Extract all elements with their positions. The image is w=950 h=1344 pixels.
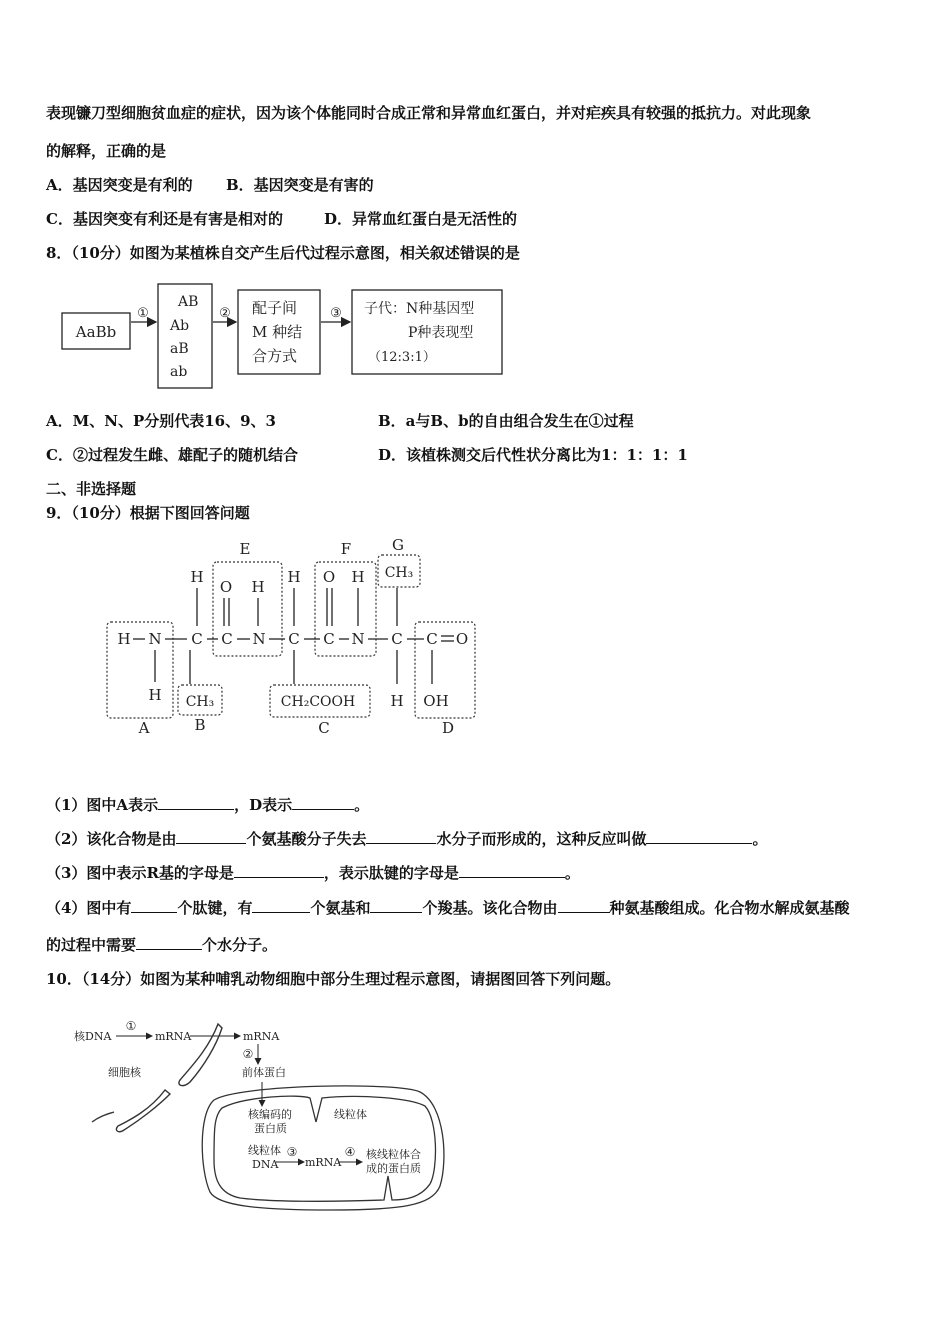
precursor-protein-label: 前体蛋白 [242,1066,286,1079]
atom-h: H [287,568,301,586]
offspring-text-2: P种表现型 [408,325,474,341]
q9-sub4: （4）图中有 个肽键，有 个氨基和 个羧基。该化合物由 种氨基酸组成。化合物水解成氨基酸 [46,899,850,917]
group-ch2cooh: CH₂COOH [280,694,356,710]
q8-option-a: A．M、N、P分别代表16、9、3 [46,412,276,430]
q7-option-c: C．基因突变有利还是有害是相对的 [46,210,283,228]
answer-blank-r-group[interactable] [234,863,324,878]
atom-c: C [426,630,438,648]
q9-sub3: （3）图中表示R基的字母是 ，表示肽键的字母是 。 [46,864,580,882]
answer-blank-peptide-bond[interactable] [459,863,565,878]
mrna-cytoplasm-label: mRNA [243,1030,280,1043]
group-ch3-g: CH₃ [384,565,414,581]
nuclear-encoded-label-1: 核编码的 [248,1108,292,1121]
offspring-text-1: 子代：N种基因型 [364,301,475,317]
atom-n: N [148,630,162,648]
atom-c: C [288,630,300,648]
q8-cross-diagram [0,280,950,400]
q8-option-b: B．a与B、b的自由组合发生在①过程 [378,412,634,430]
q10-stem: 10．（14分）如图为某种哺乳动物细胞中部分生理过程示意图，请据图回答下列问题。 [46,970,621,988]
nuclear-envelope-tail [92,1112,114,1122]
section-2-heading: 二、非选择题 [46,480,137,498]
q9-sub2: （2）该化合物是由 个氨基酸分子失去 水分子而形成的，这种反应叫做 。 [46,830,768,848]
nuclear-dna-label: 核DNA [74,1030,112,1043]
answer-blank-amino[interactable] [252,898,310,913]
atom-n: N [351,630,365,648]
atom-o: O [322,568,336,586]
step-1-label: ① [137,306,149,321]
atom-c: C [391,630,403,648]
label-e: E [239,540,251,558]
step-4-label: ④ [344,1145,356,1159]
atom-h: H [148,686,162,704]
mito-dna-label-1: 线粒体 [248,1144,281,1157]
answer-blank-bonds[interactable] [131,898,177,913]
label-f: F [340,540,352,558]
q8-option-c: C．②过程发生雌、雄配子的随机结合 [46,446,298,464]
step-3-label: ③ [286,1145,298,1159]
atom-h: H [251,578,265,596]
answer-blank-reaction[interactable] [646,829,752,844]
mito-mrna-label: mRNA [305,1156,342,1169]
gamete-2: Ab [170,318,190,334]
q7-option-d: D．异常血红蛋白是无活性的 [324,210,518,228]
nuclear-encoded-label-2: 蛋白质 [254,1122,287,1135]
atom-h: H [351,568,365,586]
atom-c: C [191,630,203,648]
label-g: G [392,536,404,554]
group-ch3-b: CH₃ [185,694,215,710]
q9-sub1: （1）图中A表示 ，D表示 。 [46,796,370,814]
label-c: C [318,719,330,737]
atom-o: O [455,630,469,648]
q7-stem-line2: 的解释，正确的是 [46,142,167,160]
combination-text-2: M 种结 [252,323,303,341]
answer-blank-kinds[interactable] [558,898,610,913]
q9-peptide-diagram [0,530,950,760]
q8-stem: 8．（10分）如图为某植株自交产生后代过程示意图，相关叙述错误的是 [46,244,520,262]
nuclear-envelope-lower [116,1090,170,1132]
q9-sub4-cont: 的过程中需要 个水分子。 [46,936,278,954]
atom-o: O [219,578,233,596]
atom-h: H [190,568,204,586]
mito-dna-label-2: DNA [252,1158,279,1171]
mito-product-label-1: 核线粒体合 [366,1148,421,1161]
step-3-label: ③ [330,306,342,321]
q7-stem-line1: 表现镰刀型细胞贫血症的症状，因为该个体能同时合成正常和异常血红蛋白，并对疟疾具有较强的抵抗力。对此现象 [46,104,812,122]
atom-n: N [252,630,266,648]
answer-blank-d[interactable] [292,795,354,810]
answer-blank-carboxyl[interactable] [370,898,422,913]
step-1-label: ① [125,1019,137,1033]
atom-c: C [221,630,233,648]
combination-text-1: 配子间 [252,299,298,317]
label-d: D [441,719,455,737]
gamete-1: AB [178,294,199,310]
q8-option-d: D．该植株测交后代性状分离比为1：1：1：1 [378,446,688,464]
step-2-label: ② [242,1047,254,1061]
q9-stem: 9．（10分）根据下图回答问题 [46,504,250,522]
q7-option-a: A．基因突变是有利的 [46,176,193,194]
nucleus-label: 细胞核 [108,1066,141,1079]
atom-c: C [323,630,335,648]
atom-h: H [390,692,404,710]
group-oh: OH [423,692,449,710]
gamete-3: aB [170,341,189,357]
answer-blank-water[interactable] [366,829,436,844]
offspring-ratio: （12:3:1） [368,350,436,365]
label-b: B [194,716,206,734]
q10-cell-diagram [0,1010,950,1220]
combination-text-3: 合方式 [252,347,298,365]
gamete-4: ab [170,364,188,380]
step-2-label: ② [219,306,231,321]
atom-h: H [117,630,131,648]
q7-option-b: B．基因突变是有害的 [226,176,374,194]
mrna-label: mRNA [155,1030,192,1043]
mito-product-label-2: 成的蛋白质 [366,1162,421,1175]
answer-blank-count[interactable] [176,829,246,844]
parent-genotype: AaBb [75,323,117,341]
label-a: A [138,719,150,737]
mitochondrion-label: 线粒体 [334,1108,367,1121]
answer-blank-a[interactable] [158,795,234,810]
answer-blank-water-needed[interactable] [136,935,202,950]
